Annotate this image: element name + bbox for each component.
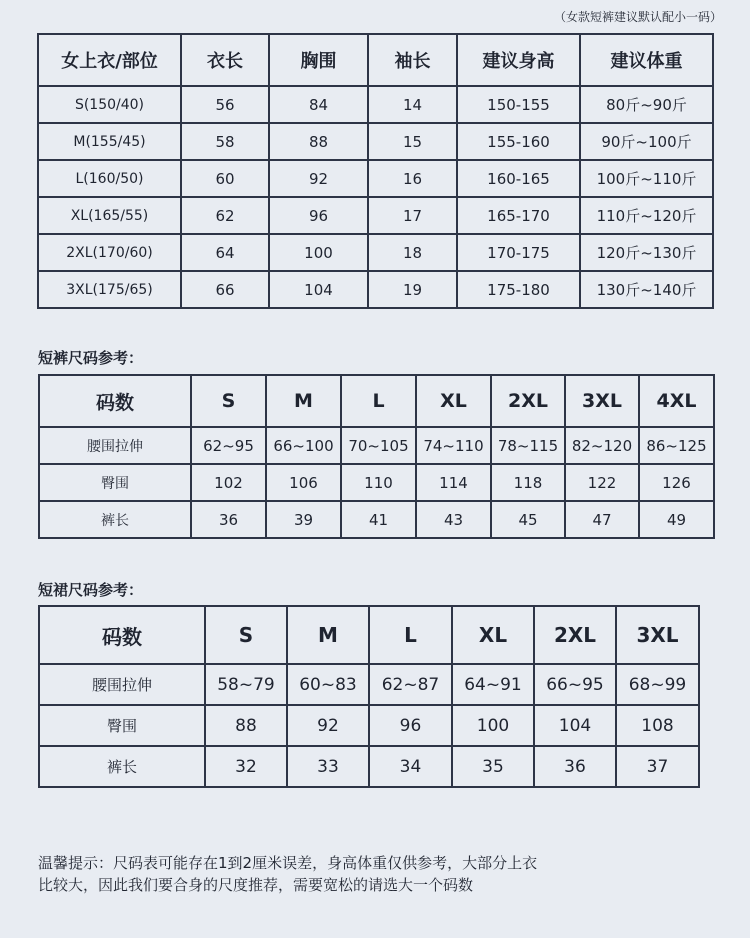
top-size-table bbox=[37, 33, 714, 309]
size-advice-note: （女款短裤建议默认配小一码） bbox=[553, 10, 722, 24]
skirt-section-title: 短裙尺码参考： bbox=[38, 581, 144, 599]
header-cell: 3XL bbox=[616, 606, 699, 664]
header-cell: 袖长 bbox=[368, 34, 457, 86]
header-cell: L bbox=[341, 375, 416, 427]
header-cell: 建议体重 bbox=[580, 34, 713, 86]
table-cell: 118 bbox=[491, 464, 565, 501]
table-cell: 100 bbox=[269, 234, 368, 271]
row-label-cell: 腰围拉伸 bbox=[39, 427, 191, 464]
table-cell: 68~99 bbox=[616, 664, 699, 705]
shorts-size-table bbox=[38, 374, 715, 539]
size-label-cell: 2XL(170/60) bbox=[38, 234, 181, 271]
header-cell: S bbox=[191, 375, 266, 427]
row-label-cell: 臀围 bbox=[39, 705, 205, 746]
table-row bbox=[39, 664, 699, 705]
table-cell: 16 bbox=[368, 160, 457, 197]
header-cell: 女上衣/部位 bbox=[38, 34, 181, 86]
header-cell: 2XL bbox=[534, 606, 616, 664]
table-cell: 14 bbox=[368, 86, 457, 123]
table-cell: 15 bbox=[368, 123, 457, 160]
table-cell: 80斤~90斤 bbox=[580, 86, 713, 123]
table-cell: 108 bbox=[616, 705, 699, 746]
warm-tip bbox=[38, 852, 678, 896]
table-header-row bbox=[39, 375, 714, 427]
table-cell: 100斤~110斤 bbox=[580, 160, 713, 197]
table-cell: 122 bbox=[565, 464, 639, 501]
table-header-row bbox=[38, 34, 713, 86]
header-cell: 3XL bbox=[565, 375, 639, 427]
table-cell: 35 bbox=[452, 746, 534, 787]
table-cell: 49 bbox=[639, 501, 714, 538]
table-row bbox=[39, 705, 699, 746]
row-label-cell: 裤长 bbox=[39, 746, 205, 787]
table-cell: 56 bbox=[181, 86, 269, 123]
table-cell: 33 bbox=[287, 746, 369, 787]
table-cell: 110 bbox=[341, 464, 416, 501]
table-cell: 34 bbox=[369, 746, 452, 787]
header-cell: 胸围 bbox=[269, 34, 368, 86]
header-cell: 码数 bbox=[39, 606, 205, 664]
header-cell: M bbox=[287, 606, 369, 664]
size-label-cell: S(150/40) bbox=[38, 86, 181, 123]
table-row bbox=[39, 427, 714, 464]
table-cell: 78~115 bbox=[491, 427, 565, 464]
table-cell: 66~100 bbox=[266, 427, 341, 464]
header-cell: 2XL bbox=[491, 375, 565, 427]
header-cell: 衣长 bbox=[181, 34, 269, 86]
table-cell: 64~91 bbox=[452, 664, 534, 705]
table-cell: 32 bbox=[205, 746, 287, 787]
table-cell: 36 bbox=[191, 501, 266, 538]
table-cell: 160-165 bbox=[457, 160, 580, 197]
table-cell: 102 bbox=[191, 464, 266, 501]
table-cell: 100 bbox=[452, 705, 534, 746]
table-row bbox=[38, 123, 713, 160]
header-cell: L bbox=[369, 606, 452, 664]
header-cell: 码数 bbox=[39, 375, 191, 427]
tip-line: 温馨提示：尺码表可能存在1到2厘米误差，身高体重仅供参考，大部分上衣 bbox=[38, 854, 538, 872]
table-cell: 62~87 bbox=[369, 664, 452, 705]
table-cell: 18 bbox=[368, 234, 457, 271]
size-label-cell: 3XL(175/65) bbox=[38, 271, 181, 308]
size-label-cell: M(155/45) bbox=[38, 123, 181, 160]
table-row bbox=[38, 197, 713, 234]
header-cell: XL bbox=[416, 375, 491, 427]
row-label-cell: 裤长 bbox=[39, 501, 191, 538]
table-cell: 88 bbox=[205, 705, 287, 746]
table-cell: 126 bbox=[639, 464, 714, 501]
table-header-row bbox=[39, 606, 699, 664]
table-row bbox=[39, 746, 699, 787]
header-cell: 建议身高 bbox=[457, 34, 580, 86]
row-label-cell: 臀围 bbox=[39, 464, 191, 501]
table-cell: 37 bbox=[616, 746, 699, 787]
row-label-cell: 腰围拉伸 bbox=[39, 664, 205, 705]
table-cell: 155-160 bbox=[457, 123, 580, 160]
table-cell: 58~79 bbox=[205, 664, 287, 705]
shorts-section-title: 短裤尺码参考： bbox=[38, 349, 144, 367]
header-cell: S bbox=[205, 606, 287, 664]
table-cell: 110斤~120斤 bbox=[580, 197, 713, 234]
table-cell: 19 bbox=[368, 271, 457, 308]
table-cell: 175-180 bbox=[457, 271, 580, 308]
table-cell: 92 bbox=[287, 705, 369, 746]
table-cell: 96 bbox=[269, 197, 368, 234]
table-cell: 47 bbox=[565, 501, 639, 538]
table-cell: 120斤~130斤 bbox=[580, 234, 713, 271]
table-row bbox=[38, 160, 713, 197]
header-cell: XL bbox=[452, 606, 534, 664]
table-cell: 130斤~140斤 bbox=[580, 271, 713, 308]
table-row bbox=[39, 501, 714, 538]
table-cell: 36 bbox=[534, 746, 616, 787]
size-label-cell: L(160/50) bbox=[38, 160, 181, 197]
table-cell: 66 bbox=[181, 271, 269, 308]
table-cell: 150-155 bbox=[457, 86, 580, 123]
table-cell: 170-175 bbox=[457, 234, 580, 271]
size-label-cell: XL(165/55) bbox=[38, 197, 181, 234]
table-cell: 39 bbox=[266, 501, 341, 538]
table-cell: 92 bbox=[269, 160, 368, 197]
table-row bbox=[39, 464, 714, 501]
table-cell: 96 bbox=[369, 705, 452, 746]
table-cell: 84 bbox=[269, 86, 368, 123]
table-cell: 70~105 bbox=[341, 427, 416, 464]
table-row bbox=[38, 234, 713, 271]
table-cell: 106 bbox=[266, 464, 341, 501]
skirt-size-table bbox=[38, 605, 700, 788]
table-cell: 43 bbox=[416, 501, 491, 538]
table-row bbox=[38, 271, 713, 308]
tip-line: 比较大，因此我们要合身的尺度推荐，需要宽松的请选大一个码数 bbox=[38, 876, 474, 894]
table-row bbox=[38, 86, 713, 123]
table-cell: 165-170 bbox=[457, 197, 580, 234]
table-cell: 74~110 bbox=[416, 427, 491, 464]
table-cell: 62~95 bbox=[191, 427, 266, 464]
table-cell: 66~95 bbox=[534, 664, 616, 705]
table-cell: 60 bbox=[181, 160, 269, 197]
table-cell: 86~125 bbox=[639, 427, 714, 464]
header-cell: 4XL bbox=[639, 375, 714, 427]
table-cell: 64 bbox=[181, 234, 269, 271]
table-cell: 82~120 bbox=[565, 427, 639, 464]
table-cell: 104 bbox=[534, 705, 616, 746]
table-cell: 90斤~100斤 bbox=[580, 123, 713, 160]
table-cell: 41 bbox=[341, 501, 416, 538]
table-cell: 88 bbox=[269, 123, 368, 160]
table-cell: 58 bbox=[181, 123, 269, 160]
table-cell: 114 bbox=[416, 464, 491, 501]
table-cell: 45 bbox=[491, 501, 565, 538]
table-cell: 62 bbox=[181, 197, 269, 234]
table-cell: 60~83 bbox=[287, 664, 369, 705]
table-cell: 104 bbox=[269, 271, 368, 308]
table-cell: 17 bbox=[368, 197, 457, 234]
header-cell: M bbox=[266, 375, 341, 427]
